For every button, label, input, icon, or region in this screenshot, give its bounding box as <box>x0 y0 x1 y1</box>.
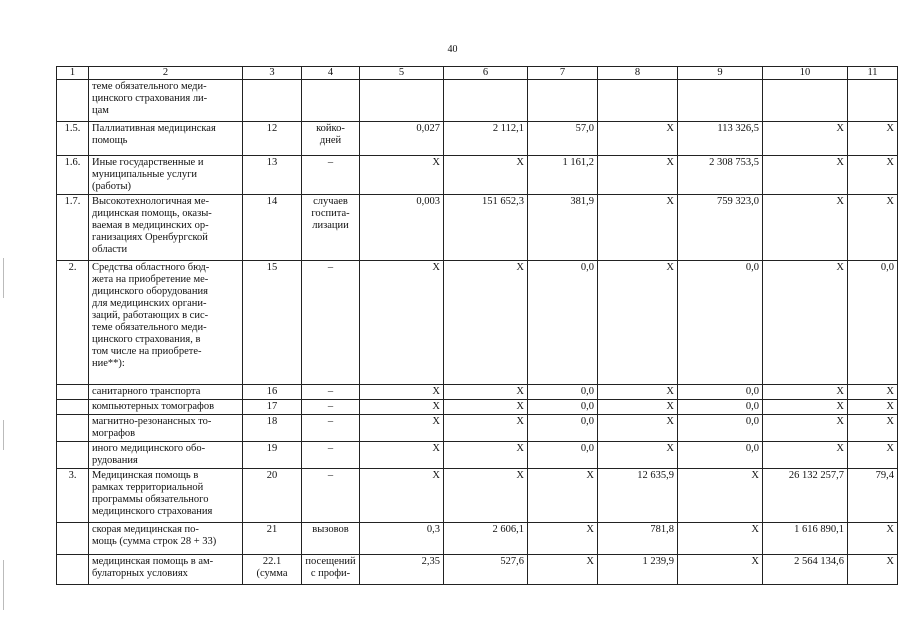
row-number: 2. <box>57 261 89 385</box>
column-header: 9 <box>678 67 763 80</box>
unit: – <box>302 400 360 415</box>
line-code: 22.1 (сумма <box>243 555 302 585</box>
col-8-value: 781,8 <box>598 523 678 555</box>
indicator-name: Медицинская помощь в рамках территориальной программы обязательного медицинского страхования <box>89 469 243 523</box>
row-number <box>57 555 89 585</box>
col-5-value: Х <box>360 385 444 400</box>
col-11-value: Х <box>848 442 898 469</box>
data-table <box>56 66 898 585</box>
col-9-value: 759 323,0 <box>678 195 763 261</box>
line-code: 15 <box>243 261 302 385</box>
col-11-value: Х <box>848 385 898 400</box>
column-header: 6 <box>444 67 528 80</box>
col-10-value: Х <box>763 122 848 156</box>
table-row <box>57 195 898 261</box>
indicator-name: магнитно-резонансных то- мографов <box>89 415 243 442</box>
col-10-value: 1 616 890,1 <box>763 523 848 555</box>
col-11-value: Х <box>848 415 898 442</box>
col-6-value <box>444 80 528 122</box>
indicator-name: теме обязательного меди- цинского страхования ли- цам <box>89 80 243 122</box>
line-code: 14 <box>243 195 302 261</box>
col-7-value: 0,0 <box>528 385 598 400</box>
indicator-name: компьютерных томографов <box>89 400 243 415</box>
col-10-value: Х <box>763 415 848 442</box>
col-9-value: Х <box>678 555 763 585</box>
row-number: 3. <box>57 469 89 523</box>
col-10-value: 26 132 257,7 <box>763 469 848 523</box>
col-6-value: 2 112,1 <box>444 122 528 156</box>
col-11-value: Х <box>848 122 898 156</box>
col-7-value: Х <box>528 469 598 523</box>
scan-edge-mark <box>3 420 4 450</box>
unit: вызовов <box>302 523 360 555</box>
col-8-value: Х <box>598 400 678 415</box>
col-5-value: Х <box>360 156 444 195</box>
col-8-value: Х <box>598 156 678 195</box>
table-row <box>57 385 898 400</box>
col-6-value: 151 652,3 <box>444 195 528 261</box>
scan-edge-mark <box>3 560 4 610</box>
col-11-value: Х <box>848 555 898 585</box>
col-8-value: Х <box>598 261 678 385</box>
indicator-name: Высокотехнологичная ме- дицинская помощь, оказы- ваемая в медицинских ор- ганизациях Оренбургской области <box>89 195 243 261</box>
col-11-value: 79,4 <box>848 469 898 523</box>
unit: случаев госпита- лизации <box>302 195 360 261</box>
col-10-value: Х <box>763 385 848 400</box>
col-5-value: 0,3 <box>360 523 444 555</box>
unit: посещений с профи- <box>302 555 360 585</box>
col-8-value: Х <box>598 415 678 442</box>
col-10-value <box>763 80 848 122</box>
col-11-value: Х <box>848 523 898 555</box>
line-code: 19 <box>243 442 302 469</box>
indicator-name: медицинская помощь в ам- булаторных условиях <box>89 555 243 585</box>
table-row <box>57 555 898 585</box>
unit: – <box>302 415 360 442</box>
col-8-value: Х <box>598 122 678 156</box>
col-9-value: Х <box>678 523 763 555</box>
col-8-value: Х <box>598 385 678 400</box>
col-6-value: Х <box>444 400 528 415</box>
row-number <box>57 385 89 400</box>
column-header: 2 <box>89 67 243 80</box>
indicator-name: Средства областного бюд- жета на приобретение ме- дицинского оборудования для медицинских органи- заций, работающих в сис- теме обязательного меди- цинского страхования, в том числе на приобрете- ние**): <box>89 261 243 385</box>
col-9-value: Х <box>678 469 763 523</box>
col-8-value <box>598 80 678 122</box>
col-6-value: Х <box>444 261 528 385</box>
col-7-value: Х <box>528 523 598 555</box>
column-header: 7 <box>528 67 598 80</box>
col-11-value: Х <box>848 156 898 195</box>
line-code <box>243 80 302 122</box>
column-header: 8 <box>598 67 678 80</box>
table-row <box>57 400 898 415</box>
col-5-value: Х <box>360 442 444 469</box>
unit: – <box>302 385 360 400</box>
col-6-value: Х <box>444 442 528 469</box>
col-8-value: Х <box>598 195 678 261</box>
column-header: 1 <box>57 67 89 80</box>
col-11-value <box>848 80 898 122</box>
col-8-value: 1 239,9 <box>598 555 678 585</box>
table-row <box>57 80 898 122</box>
col-11-value: Х <box>848 400 898 415</box>
col-7-value: 1 161,2 <box>528 156 598 195</box>
col-11-value: Х <box>848 195 898 261</box>
indicator-name: Паллиативная медицинская помощь <box>89 122 243 156</box>
col-10-value: Х <box>763 442 848 469</box>
indicator-name: скорая медицинская по- мощь (сумма строк 28 + 33) <box>89 523 243 555</box>
col-6-value: Х <box>444 156 528 195</box>
row-number <box>57 442 89 469</box>
col-5-value: Х <box>360 400 444 415</box>
table-row <box>57 469 898 523</box>
indicator-name: санитарного транспорта <box>89 385 243 400</box>
col-6-value: Х <box>444 385 528 400</box>
col-6-value: 2 606,1 <box>444 523 528 555</box>
table-row <box>57 122 898 156</box>
col-7-value <box>528 80 598 122</box>
col-8-value: Х <box>598 442 678 469</box>
col-9-value: 0,0 <box>678 385 763 400</box>
col-5-value: 2,35 <box>360 555 444 585</box>
col-10-value: Х <box>763 195 848 261</box>
col-9-value <box>678 80 763 122</box>
row-number <box>57 415 89 442</box>
column-header: 3 <box>243 67 302 80</box>
column-header: 11 <box>848 67 898 80</box>
scan-edge-mark <box>3 258 4 298</box>
col-5-value: 0,003 <box>360 195 444 261</box>
col-10-value: Х <box>763 261 848 385</box>
row-number: 1.6. <box>57 156 89 195</box>
col-6-value: 527,6 <box>444 555 528 585</box>
col-6-value: Х <box>444 415 528 442</box>
line-code: 18 <box>243 415 302 442</box>
header-row <box>57 67 898 80</box>
column-header: 5 <box>360 67 444 80</box>
col-9-value: 0,0 <box>678 442 763 469</box>
line-code: 21 <box>243 523 302 555</box>
line-code: 13 <box>243 156 302 195</box>
row-number <box>57 523 89 555</box>
col-10-value: Х <box>763 156 848 195</box>
row-number <box>57 400 89 415</box>
row-number <box>57 80 89 122</box>
page-number: 40 <box>447 44 458 55</box>
line-code: 20 <box>243 469 302 523</box>
col-9-value: 0,0 <box>678 415 763 442</box>
col-7-value: 0,0 <box>528 400 598 415</box>
table-row <box>57 523 898 555</box>
col-8-value: 12 635,9 <box>598 469 678 523</box>
unit <box>302 80 360 122</box>
col-11-value: 0,0 <box>848 261 898 385</box>
col-7-value: 57,0 <box>528 122 598 156</box>
col-10-value: Х <box>763 400 848 415</box>
unit: – <box>302 156 360 195</box>
col-5-value: Х <box>360 469 444 523</box>
unit: койко- дней <box>302 122 360 156</box>
unit: – <box>302 261 360 385</box>
col-9-value: 2 308 753,5 <box>678 156 763 195</box>
column-header: 10 <box>763 67 848 80</box>
col-10-value: 2 564 134,6 <box>763 555 848 585</box>
table-row <box>57 442 898 469</box>
line-code: 17 <box>243 400 302 415</box>
row-number: 1.5. <box>57 122 89 156</box>
row-number: 1.7. <box>57 195 89 261</box>
col-5-value: Х <box>360 261 444 385</box>
table-row <box>57 261 898 385</box>
col-5-value: 0,027 <box>360 122 444 156</box>
indicator-name: Иные государственные и муниципальные услуги (работы) <box>89 156 243 195</box>
indicator-name: иного медицинского обо- рудования <box>89 442 243 469</box>
line-code: 16 <box>243 385 302 400</box>
col-5-value: Х <box>360 415 444 442</box>
column-header: 4 <box>302 67 360 80</box>
col-9-value: 0,0 <box>678 400 763 415</box>
col-7-value: 0,0 <box>528 415 598 442</box>
col-5-value <box>360 80 444 122</box>
col-7-value: Х <box>528 555 598 585</box>
col-9-value: 0,0 <box>678 261 763 385</box>
unit: – <box>302 469 360 523</box>
table-row <box>57 156 898 195</box>
table-row <box>57 415 898 442</box>
line-code: 12 <box>243 122 302 156</box>
unit: – <box>302 442 360 469</box>
col-7-value: 0,0 <box>528 261 598 385</box>
col-9-value: 113 326,5 <box>678 122 763 156</box>
col-6-value: Х <box>444 469 528 523</box>
col-7-value: 381,9 <box>528 195 598 261</box>
col-7-value: 0,0 <box>528 442 598 469</box>
